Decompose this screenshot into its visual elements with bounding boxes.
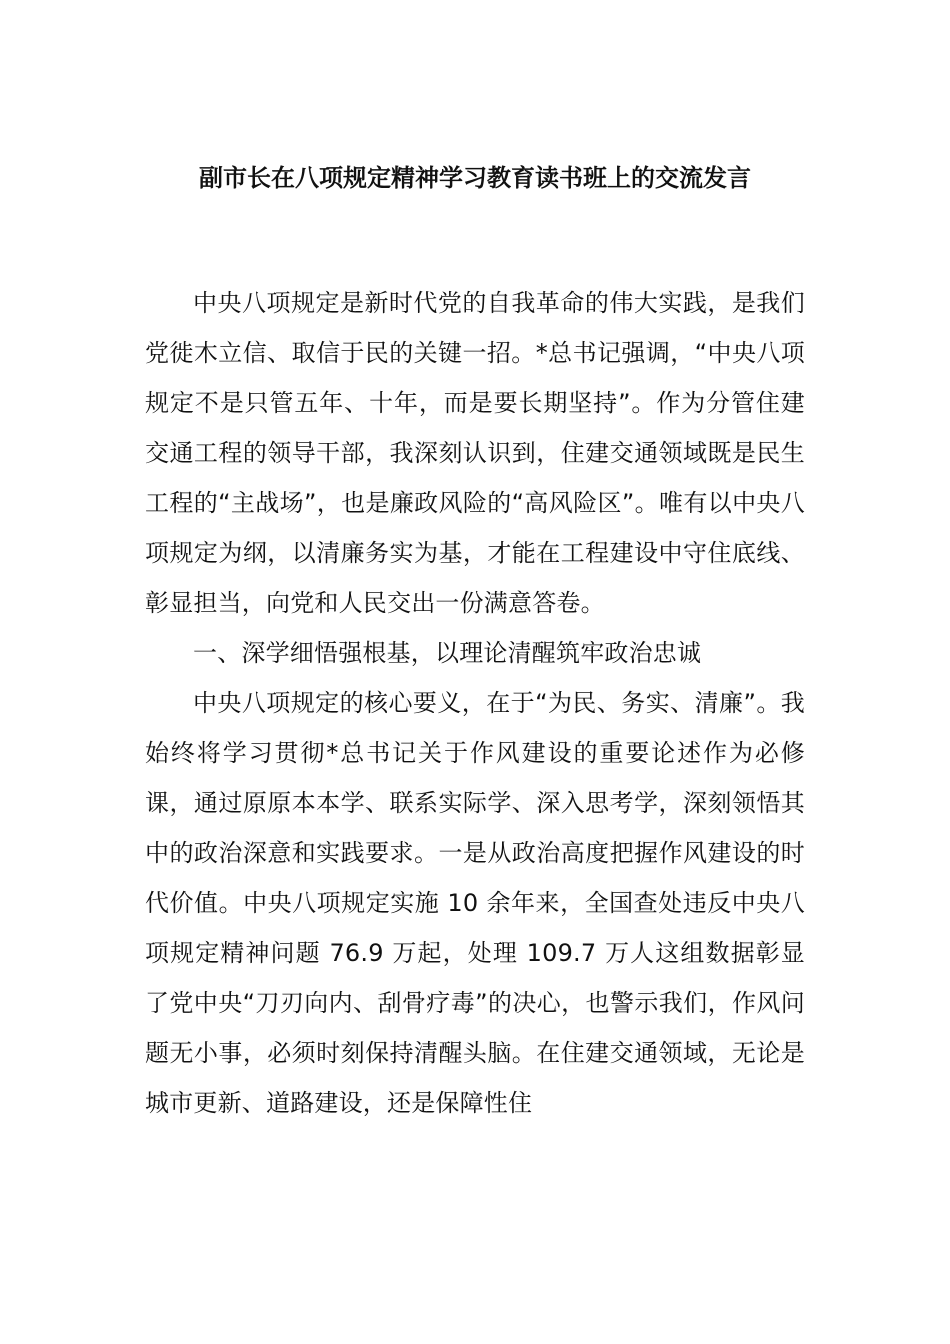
intro-paragraph: 中央八项规定是新时代党的自我革命的伟大实践，是我们党徙木立信、取信于民的关键一招。*总书记强调，“中央八项规定不是只管五年、十年，而是要长期坚持”。作为分管住建交通工程的领导干部，我深刻认识到，住建交通领域既是民生工程的“主战场”，也是廉政风险的“高风险区”。唯有以中央八项规定为纲，以清廉务实为基，才能在工程建设中守住底线、彰显担当，向党和人民交出一份满意答卷。 <box>145 289 805 617</box>
section-1-paragraph: 中央八项规定的核心要义，在于“为民、务实、清廉”。我始终将学习贯彻*总书记关于作风建设的重要论述作为必修课，通过原原本本学、联系实际学、深入思考学，深刻领悟其中的政治深意和实践要求。一是从政治高度把握作风建设的时代价值。中央八项规定实施 10 余年来，全国查处违反中央八项规定精神问题 76.9 万起，处理 109.7 万人这组数据彰显了党中央“刀刃向内、刮骨疗毒”的决心，也警示我们，作风问题无小事，必须时刻保持清醒头脑。在住建交通领域，无论是城市更新、道路建设，还是保障性住 <box>145 689 805 1117</box>
section-heading-1: 一、深学细悟强根基，以理论清醒筑牢政治忠诚 <box>193 639 702 667</box>
document-title: 副市长在八项规定精神学习教育读书班上的交流发言 <box>199 164 751 192</box>
document-body <box>145 278 805 1128</box>
